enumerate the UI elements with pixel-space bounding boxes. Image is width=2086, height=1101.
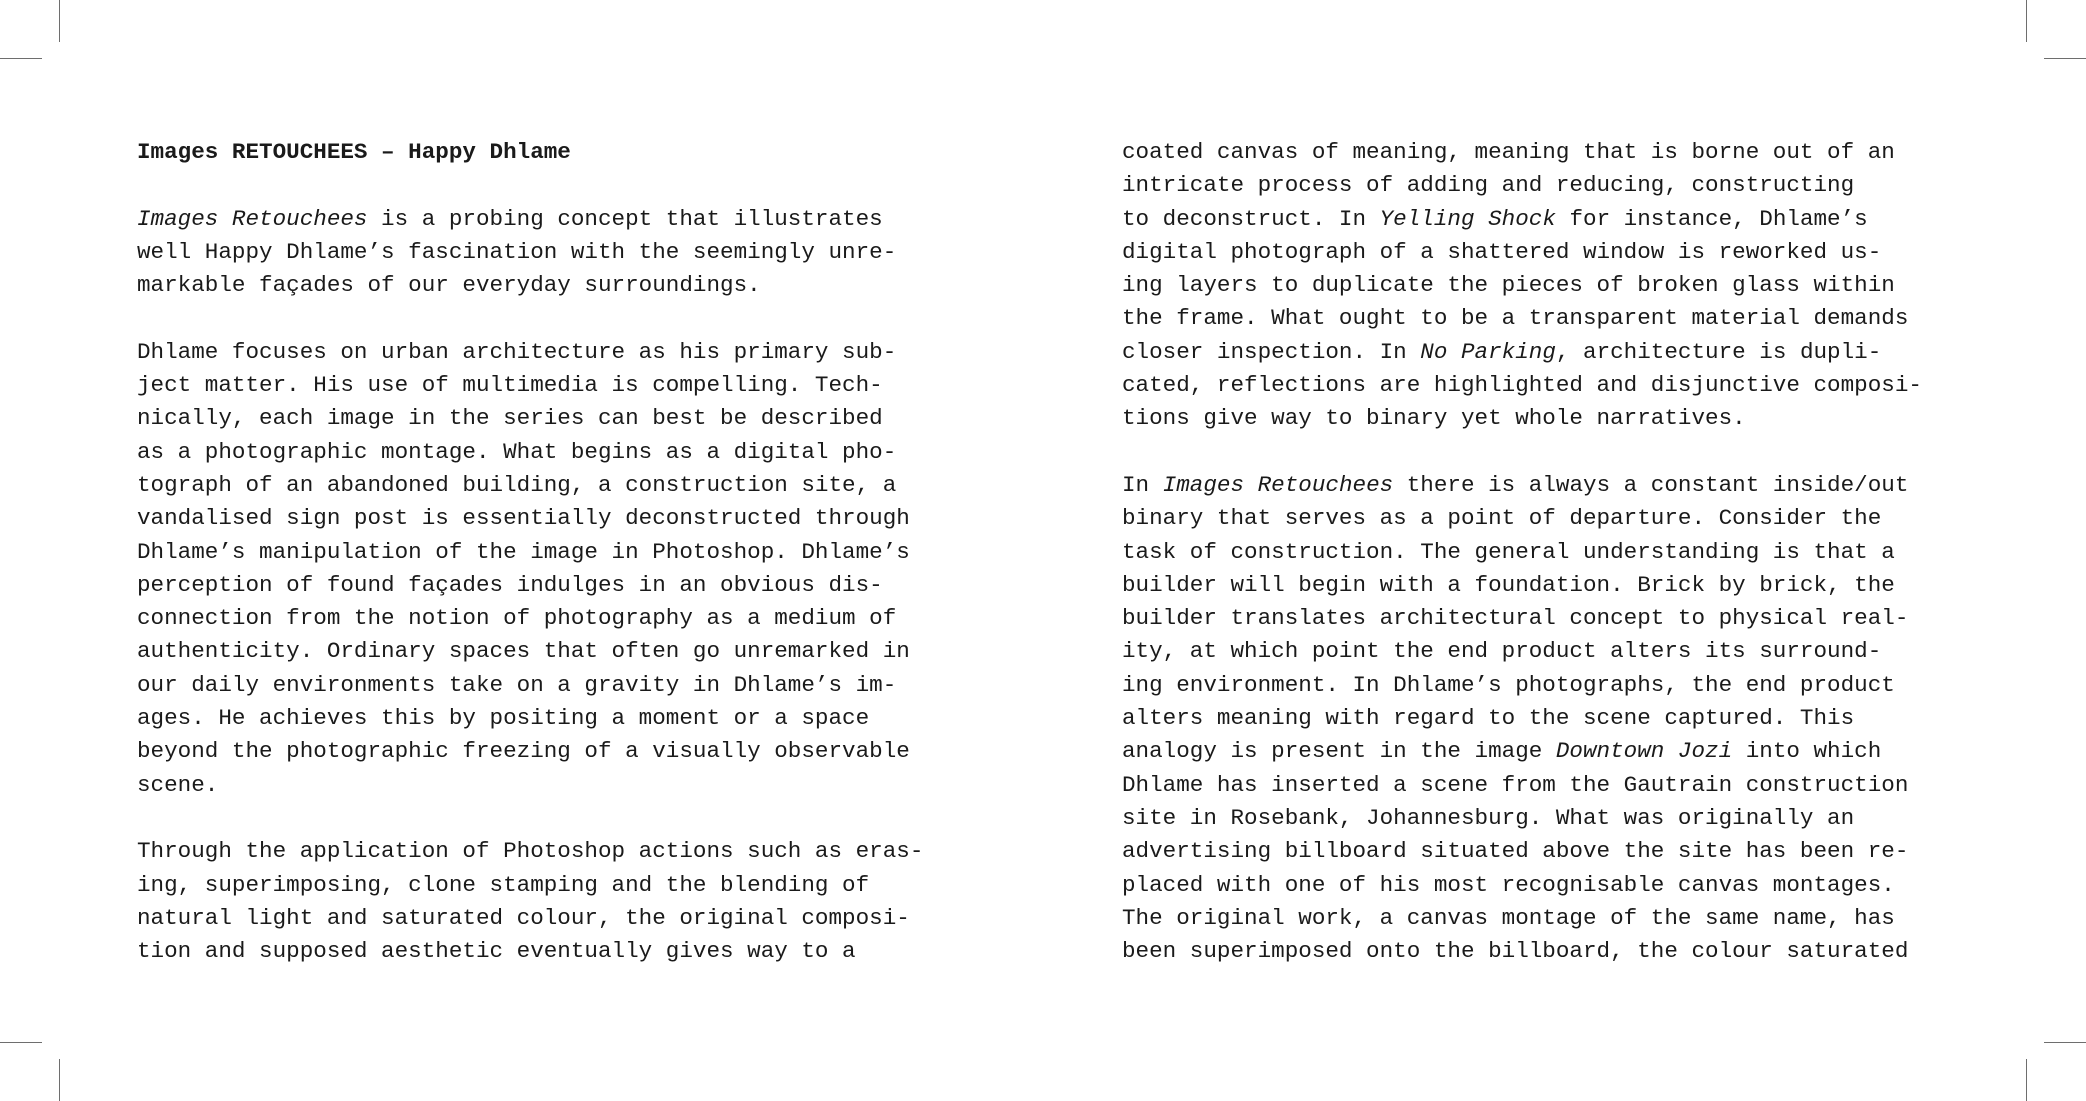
italic-title: Images Retouchees	[1162, 471, 1394, 498]
text-line	[137, 436, 997, 469]
text-line	[1122, 569, 1982, 602]
text-run: coated canvas of meaning, meaning that is borne out of an	[1122, 139, 1895, 165]
left-paragraph-1	[137, 203, 997, 303]
text-run: perception of found façades indulges in an obvious dis-	[137, 571, 883, 598]
left-column-body	[137, 203, 997, 969]
right-column	[1122, 136, 1982, 968]
text-line	[137, 702, 997, 735]
text-run: cated, reflections are highlighted and disjunctive composi-	[1122, 372, 1922, 399]
text-line	[137, 236, 997, 269]
text-line	[1122, 802, 1982, 835]
text-run: builder translates architectural concept to physical real-	[1122, 605, 1909, 632]
text-line	[137, 269, 997, 302]
text-line	[1122, 835, 1982, 868]
text-line	[1122, 769, 1982, 802]
text-run: the frame. What ought to be a transparent material demands	[1122, 305, 1909, 332]
text-run: Dhlame’s manipulation of the image in Photoshop. Dhlame’s	[137, 538, 910, 565]
right-paragraph-2	[1122, 469, 1982, 968]
text-line	[1122, 203, 1982, 236]
text-run: builder will begin with a foundation. Brick by brick, the	[1122, 571, 1895, 598]
text-run: tions give way to binary yet whole narratives.	[1122, 405, 1746, 432]
text-run: is a probing concept that illustrates	[367, 205, 883, 232]
text-run: alters meaning with regard to the scene captured. This	[1122, 705, 1855, 732]
right-paragraph-1	[1122, 136, 1982, 436]
text-line	[1122, 869, 1982, 902]
text-run: task of construction. The general understanding is that a	[1122, 538, 1895, 565]
text-run: ject matter. His use of multimedia is compelling. Tech-	[137, 372, 883, 399]
text-run: binary that serves as a point of departure. Consider the	[1122, 505, 1882, 532]
crop-mark-top-left-horizontal	[0, 58, 42, 59]
text-line	[137, 635, 997, 668]
text-run: Dhlame focuses on urban architecture as his primary sub-	[137, 338, 897, 365]
text-line	[1122, 502, 1982, 535]
text-line	[1122, 236, 1982, 269]
text-line	[137, 469, 997, 502]
text-line	[1122, 169, 1982, 202]
left-paragraph-2	[137, 336, 997, 802]
text-run: intricate process of adding and reducing, constructing	[1122, 172, 1855, 199]
text-run: been superimposed onto the billboard, the colour saturated	[1122, 938, 1909, 965]
article-title: Images RETOUCHEES – Happy Dhlame	[137, 139, 571, 165]
text-line	[1122, 469, 1982, 502]
text-run: closer inspection. In	[1122, 338, 1421, 365]
text-line	[1122, 602, 1982, 635]
text-run: for instance, Dhlame’s	[1555, 205, 1868, 232]
crop-mark-bottom-left-vertical	[59, 1059, 60, 1101]
text-run: connection from the notion of photography as a medium of	[137, 605, 897, 632]
text-line	[137, 769, 997, 802]
text-run: our daily environments take on a gravity in Dhlame’s im-	[137, 671, 897, 698]
text-run: as a photographic montage. What begins as a digital pho-	[137, 438, 897, 465]
text-line	[1122, 902, 1982, 935]
text-run: there is always a constant inside/out	[1393, 471, 1909, 498]
left-paragraph-3	[137, 835, 997, 968]
text-line	[137, 835, 997, 868]
text-line	[137, 502, 997, 535]
text-line	[1122, 635, 1982, 668]
italic-title: Images Retouchees	[137, 205, 368, 232]
text-line	[137, 602, 997, 635]
text-run: digital photograph of a shattered window is reworked us-	[1122, 238, 1882, 265]
text-run: ing environment. In Dhlame’s photographs, the end product	[1122, 671, 1895, 698]
text-run: ages. He achieves this by positing a moment or a space	[137, 705, 870, 732]
text-run: ing layers to duplicate the pieces of broken glass within	[1122, 272, 1895, 299]
text-line	[137, 336, 997, 369]
text-line	[1122, 735, 1982, 768]
text-line	[137, 203, 997, 236]
text-run: Through the application of Photoshop actions such as eras-	[137, 838, 924, 865]
text-run: advertising billboard situated above the site has been re-	[1122, 838, 1909, 865]
text-run: Dhlame has inserted a scene from the Gautrain construction	[1122, 771, 1909, 798]
italic-title: Yelling Shock	[1379, 205, 1556, 232]
text-run: analogy is present in the image	[1122, 738, 1556, 765]
text-run: , architecture is dupli-	[1555, 338, 1882, 365]
text-run: scene.	[137, 771, 219, 798]
text-line	[1122, 702, 1982, 735]
text-run: site in Rosebank, Johannesburg. What was originally an	[1122, 804, 1855, 831]
text-line	[137, 536, 997, 569]
text-line	[137, 902, 997, 935]
text-line	[1122, 536, 1982, 569]
left-column	[137, 136, 997, 968]
text-line	[137, 402, 997, 435]
text-line	[1122, 935, 1982, 968]
text-line	[1122, 669, 1982, 702]
text-run: tion and supposed aesthetic eventually gives way to a	[137, 938, 856, 965]
text-run: ing, superimposing, clone stamping and the blending of	[137, 871, 870, 898]
crop-mark-bottom-right-vertical	[2026, 1059, 2027, 1101]
crop-mark-top-left-vertical	[59, 0, 60, 42]
italic-title: Downtown Jozi	[1555, 738, 1733, 765]
text-run: to deconstruct. In	[1122, 205, 1380, 232]
text-run: natural light and saturated colour, the original composi-	[137, 904, 910, 931]
text-run: markable façades of our everyday surroundings.	[137, 272, 761, 299]
crop-mark-bottom-right-horizontal	[2044, 1042, 2086, 1043]
text-line	[137, 369, 997, 402]
text-line	[137, 569, 997, 602]
text-run: In	[1122, 471, 1163, 498]
text-line	[1122, 402, 1982, 435]
text-line	[1122, 136, 1982, 169]
text-line	[1122, 269, 1982, 302]
text-line	[137, 735, 997, 768]
crop-mark-top-right-horizontal	[2044, 58, 2086, 59]
text-run: The original work, a canvas montage of the same name, has	[1122, 904, 1895, 931]
text-line	[1122, 302, 1982, 335]
text-run: nically, each image in the series can best be described	[137, 405, 883, 432]
text-line	[1122, 369, 1982, 402]
crop-mark-top-right-vertical	[2026, 0, 2027, 42]
text-run: beyond the photographic freezing of a visually observable	[137, 738, 910, 765]
text-line	[137, 869, 997, 902]
text-line	[137, 935, 997, 968]
text-run: placed with one of his most recognisable canvas montages.	[1122, 871, 1895, 898]
right-column-body	[1122, 136, 1982, 968]
text-run: authenticity. Ordinary spaces that often go unremarked in	[137, 638, 910, 665]
text-line	[137, 669, 997, 702]
text-run: tograph of an abandoned building, a construction site, a	[137, 471, 897, 498]
text-line	[1122, 336, 1982, 369]
text-run: well Happy Dhlame’s fascination with the seemingly unre-	[137, 238, 897, 265]
crop-mark-bottom-left-horizontal	[0, 1042, 42, 1043]
text-run: ity, at which point the end product alters its surround-	[1122, 638, 1882, 665]
text-run: into which	[1732, 738, 1882, 765]
italic-title: No Parking	[1420, 338, 1556, 365]
text-run: vandalised sign post is essentially deconstructed through	[137, 505, 910, 532]
